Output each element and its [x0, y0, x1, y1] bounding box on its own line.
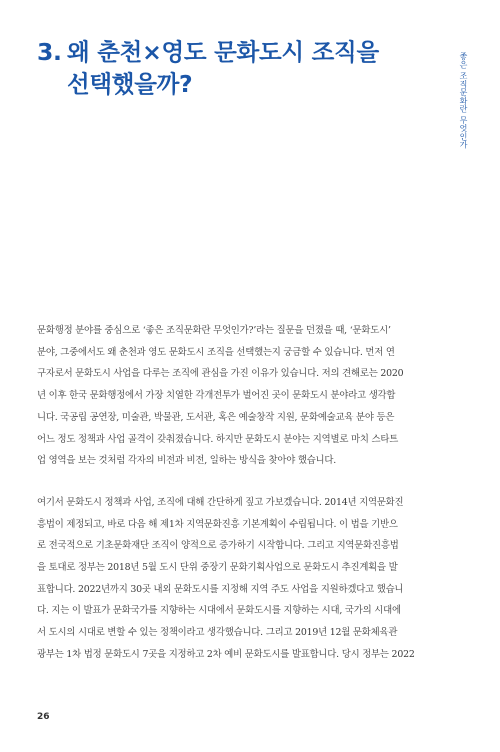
text-line: 분야, 그중에서도 왜 춘천과 영도 문화도시 조직을 선택했는지 궁금할 수 있습니다. 먼저 연	[37, 346, 395, 358]
text-line: 표합니다. 2022년까지 30곳 내외 문화도시를 지정해 지역 주도 사업을 지원하겠다고 했습니	[37, 583, 404, 595]
text-line: 어느 정도 정책과 사업 골격이 갖춰졌습니다. 하지만 문화도시 분야는 지역별로 마치 스타트	[37, 433, 399, 445]
chapter-title	[37, 36, 437, 100]
chapter-title-line2: 선택했을까?	[67, 70, 193, 98]
body-text	[37, 320, 465, 666]
text-line: 서 도시의 시대로 변할 수 있는 정책이라고 생각했습니다. 그리고 2019년 12월 문화체육관	[37, 627, 398, 639]
running-header: 좋은 조직문화란 무엇인가	[459, 52, 468, 149]
text-line: 광부는 1차 법정 문화도시 7곳을 지정하고 2차 예비 문화도시를 발표합니다. 당시 정부는 2022	[37, 648, 415, 660]
text-line: 업 영역을 보는 것처럼 각자의 비전과 비전, 일하는 방식을 찾아야 했습니다.	[37, 455, 337, 467]
paragraph-spacer	[37, 472, 465, 492]
text-line: 년 이후 한국 문화행정에서 가장 치열한 각개전투가 벌어진 곳이 문화도시 분야라고 생각합	[37, 390, 396, 402]
text-line: 다. 지는 이 발표가 문화국가를 지향하는 시대에서 문화도시를 지향하는 시대, 국가의 시대에	[37, 605, 401, 617]
text-line: 여기서 문화도시 정책과 사업, 조직에 대해 간단하게 짚고 가보겠습니다. 2014년 지역문화진	[37, 496, 404, 508]
text-line: 로 전국적으로 기초문화재단 조직이 양적으로 증가하기 시작합니다. 그리고 지역문화진흥법	[37, 540, 399, 552]
paragraph-1	[37, 320, 465, 472]
page-number: 26	[37, 712, 50, 722]
chapter-title-text1: 왜 춘천×영도 문화도시 조직을	[67, 38, 379, 66]
chapter-number: 3.	[37, 38, 62, 66]
text-line: 을 토대로 정부는 2018년 5월 도시 단위 중장기 문화기획사업으로 문화도시 추진계획을 발	[37, 562, 398, 574]
text-line: 흥법이 제정되고, 바로 다음 해 제1차 지역문화진흥 기본계획이 수립됩니다. 이 법을 기반으	[37, 518, 398, 530]
text-line: 문화행정 분야를 중심으로 ‘좋은 조직문화란 무엇인가?’라는 질문을 던졌을 때, ‘문화도시’	[37, 325, 391, 336]
paragraph-2	[37, 492, 465, 666]
text-line: 니다. 국공립 공연장, 미술관, 박물관, 도서관, 혹은 예술창작 지원, 문화예술교육 분야 등은	[37, 411, 395, 423]
chapter-title-line1	[37, 36, 437, 68]
text-line: 구자로서 문화도시 사업을 다루는 조직에 관심을 가진 이유가 있습니다. 저의 견해로는 2020	[37, 368, 404, 380]
